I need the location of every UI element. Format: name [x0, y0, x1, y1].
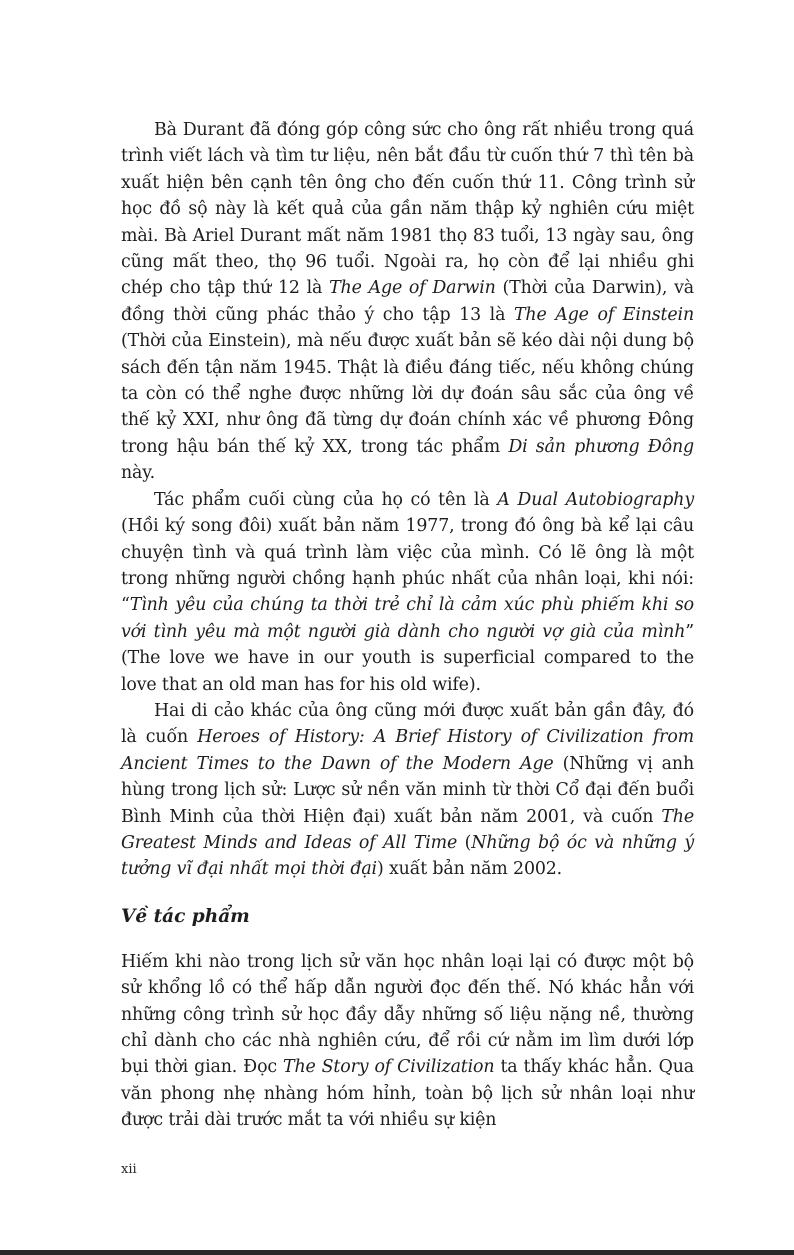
text-run: (Những vị anh hùng trong lịch sử: Lược sử nền văn minh từ thời Cổ đại đến buổi Bình Minh của thời Hiện đại) xuất bản năm 2001, và cuốn: [121, 753, 695, 827]
paragraph: [121, 487, 694, 698]
italic-text: The Greatest Minds and Ideas of All Time: [121, 806, 694, 853]
text-run: ) xuất bản năm 2002.: [376, 859, 563, 880]
paragraph: [121, 949, 694, 1134]
text-run: ta thấy khác hẳn. Qua văn phong nhẹ nhàng hóm hỉnh, toàn bộ lịch sử nhân loại như được trải dài trước mắt ta với nhiều sự kiện: [121, 1057, 694, 1131]
page-body: [121, 117, 694, 1134]
italic-text: Di sản phương Đông: [508, 436, 694, 457]
text-run: (: [457, 832, 472, 853]
body-text-top: [121, 117, 694, 883]
italic-text: The Story of Civilization: [283, 1057, 495, 1078]
paragraph: [121, 117, 694, 487]
page-number: xii: [121, 1162, 137, 1177]
text-run: này.: [121, 463, 156, 484]
text-run: Hiếm khi nào trong lịch sử văn học nhân loại lại có được một bộ sử khổng lồ có thể hấp dẫn người đọc đến thế. Nó khác hẳn với những công trình sử học đầy dẫy những số liệu nặng nề, thường chỉ dành cho các nhà nghiên cứu, để rồi cứ nằm im lìm dưới lớp bụi thời gian. Đọc: [121, 951, 694, 1078]
text-run: (Thời của Darwin), và đồng thời cũng phác thảo ý cho tập 13 là: [121, 278, 695, 325]
text-run: Bà Durant đã đóng góp công sức cho ông rất nhiều trong quá trình viết lách và tìm tư liệu, nên bắt đầu từ cuốn thứ 7 thì tên bà xuất hiện bên cạnh tên ông cho đến cuốn thứ 11. Công trình sử học đồ sộ này là kết quả của gần năm thập kỷ nghiên cứu miệt mài. Bà Ariel Durant mất năm 1981 thọ 83 tuổi, 13 ngày sau, ông cũng mất theo, thọ 96 tuổi. Ngoài ra, họ còn để lại nhiều ghi chép cho tập thứ 12 là: [121, 120, 694, 299]
text-run: (Hồi ký song đôi) xuất bản năm 1977, trong đó ông bà kể lại câu chuyện tình và quá trình làm việc của mình. Có lẽ ông là một trong những người chồng hạnh phúc nhất của nhân loại, khi nói: “: [121, 516, 694, 616]
section-heading: Về tác phẩm: [121, 905, 250, 927]
text-run: ” (The love we have in our youth is superficial compared to the love that an old man has for his old wife).: [121, 621, 694, 695]
italic-text: The Age of Darwin: [329, 278, 496, 299]
italic-text: Những bộ óc và những ý tưởng vĩ đại nhất mọi thời đại: [121, 832, 694, 880]
bottom-edge: [0, 1250, 794, 1255]
italic-text: The Age of Einstein: [513, 304, 695, 325]
text-run: Tác phẩm cuối cùng của họ có tên là: [154, 489, 498, 510]
text-run: (Thời của Einstein), mà nếu được xuất bản sẽ kéo dài nội dung bộ sách đến tận năm 1945. Thật là điều đáng tiếc, nếu không chúng ta còn có thể nghe được những lời dự đoán sâu sắc của ông về thế kỷ XXI, như ông đã từng dự đoán chính xác về phương Đông trong hậu bán thế kỷ XX, trong tác phẩm: [121, 331, 694, 457]
italic-text: A Dual Autobiography: [497, 489, 695, 510]
italic-text: Tình yêu của chúng ta thời trẻ chỉ là cảm xúc phù phiếm khi so với tình yêu mà một người già dành cho người vợ già của mình: [121, 595, 694, 642]
text-run: Hai di cảo khác của ông cũng mới được xuất bản gần đây, đó là cuốn: [121, 700, 694, 748]
italic-text: Heroes of History: A Brief History of Civilization from Ancient Times to the Dawn of the Modern Age: [121, 727, 694, 774]
paragraph: [121, 698, 694, 883]
body-text-bottom: [121, 949, 694, 1134]
